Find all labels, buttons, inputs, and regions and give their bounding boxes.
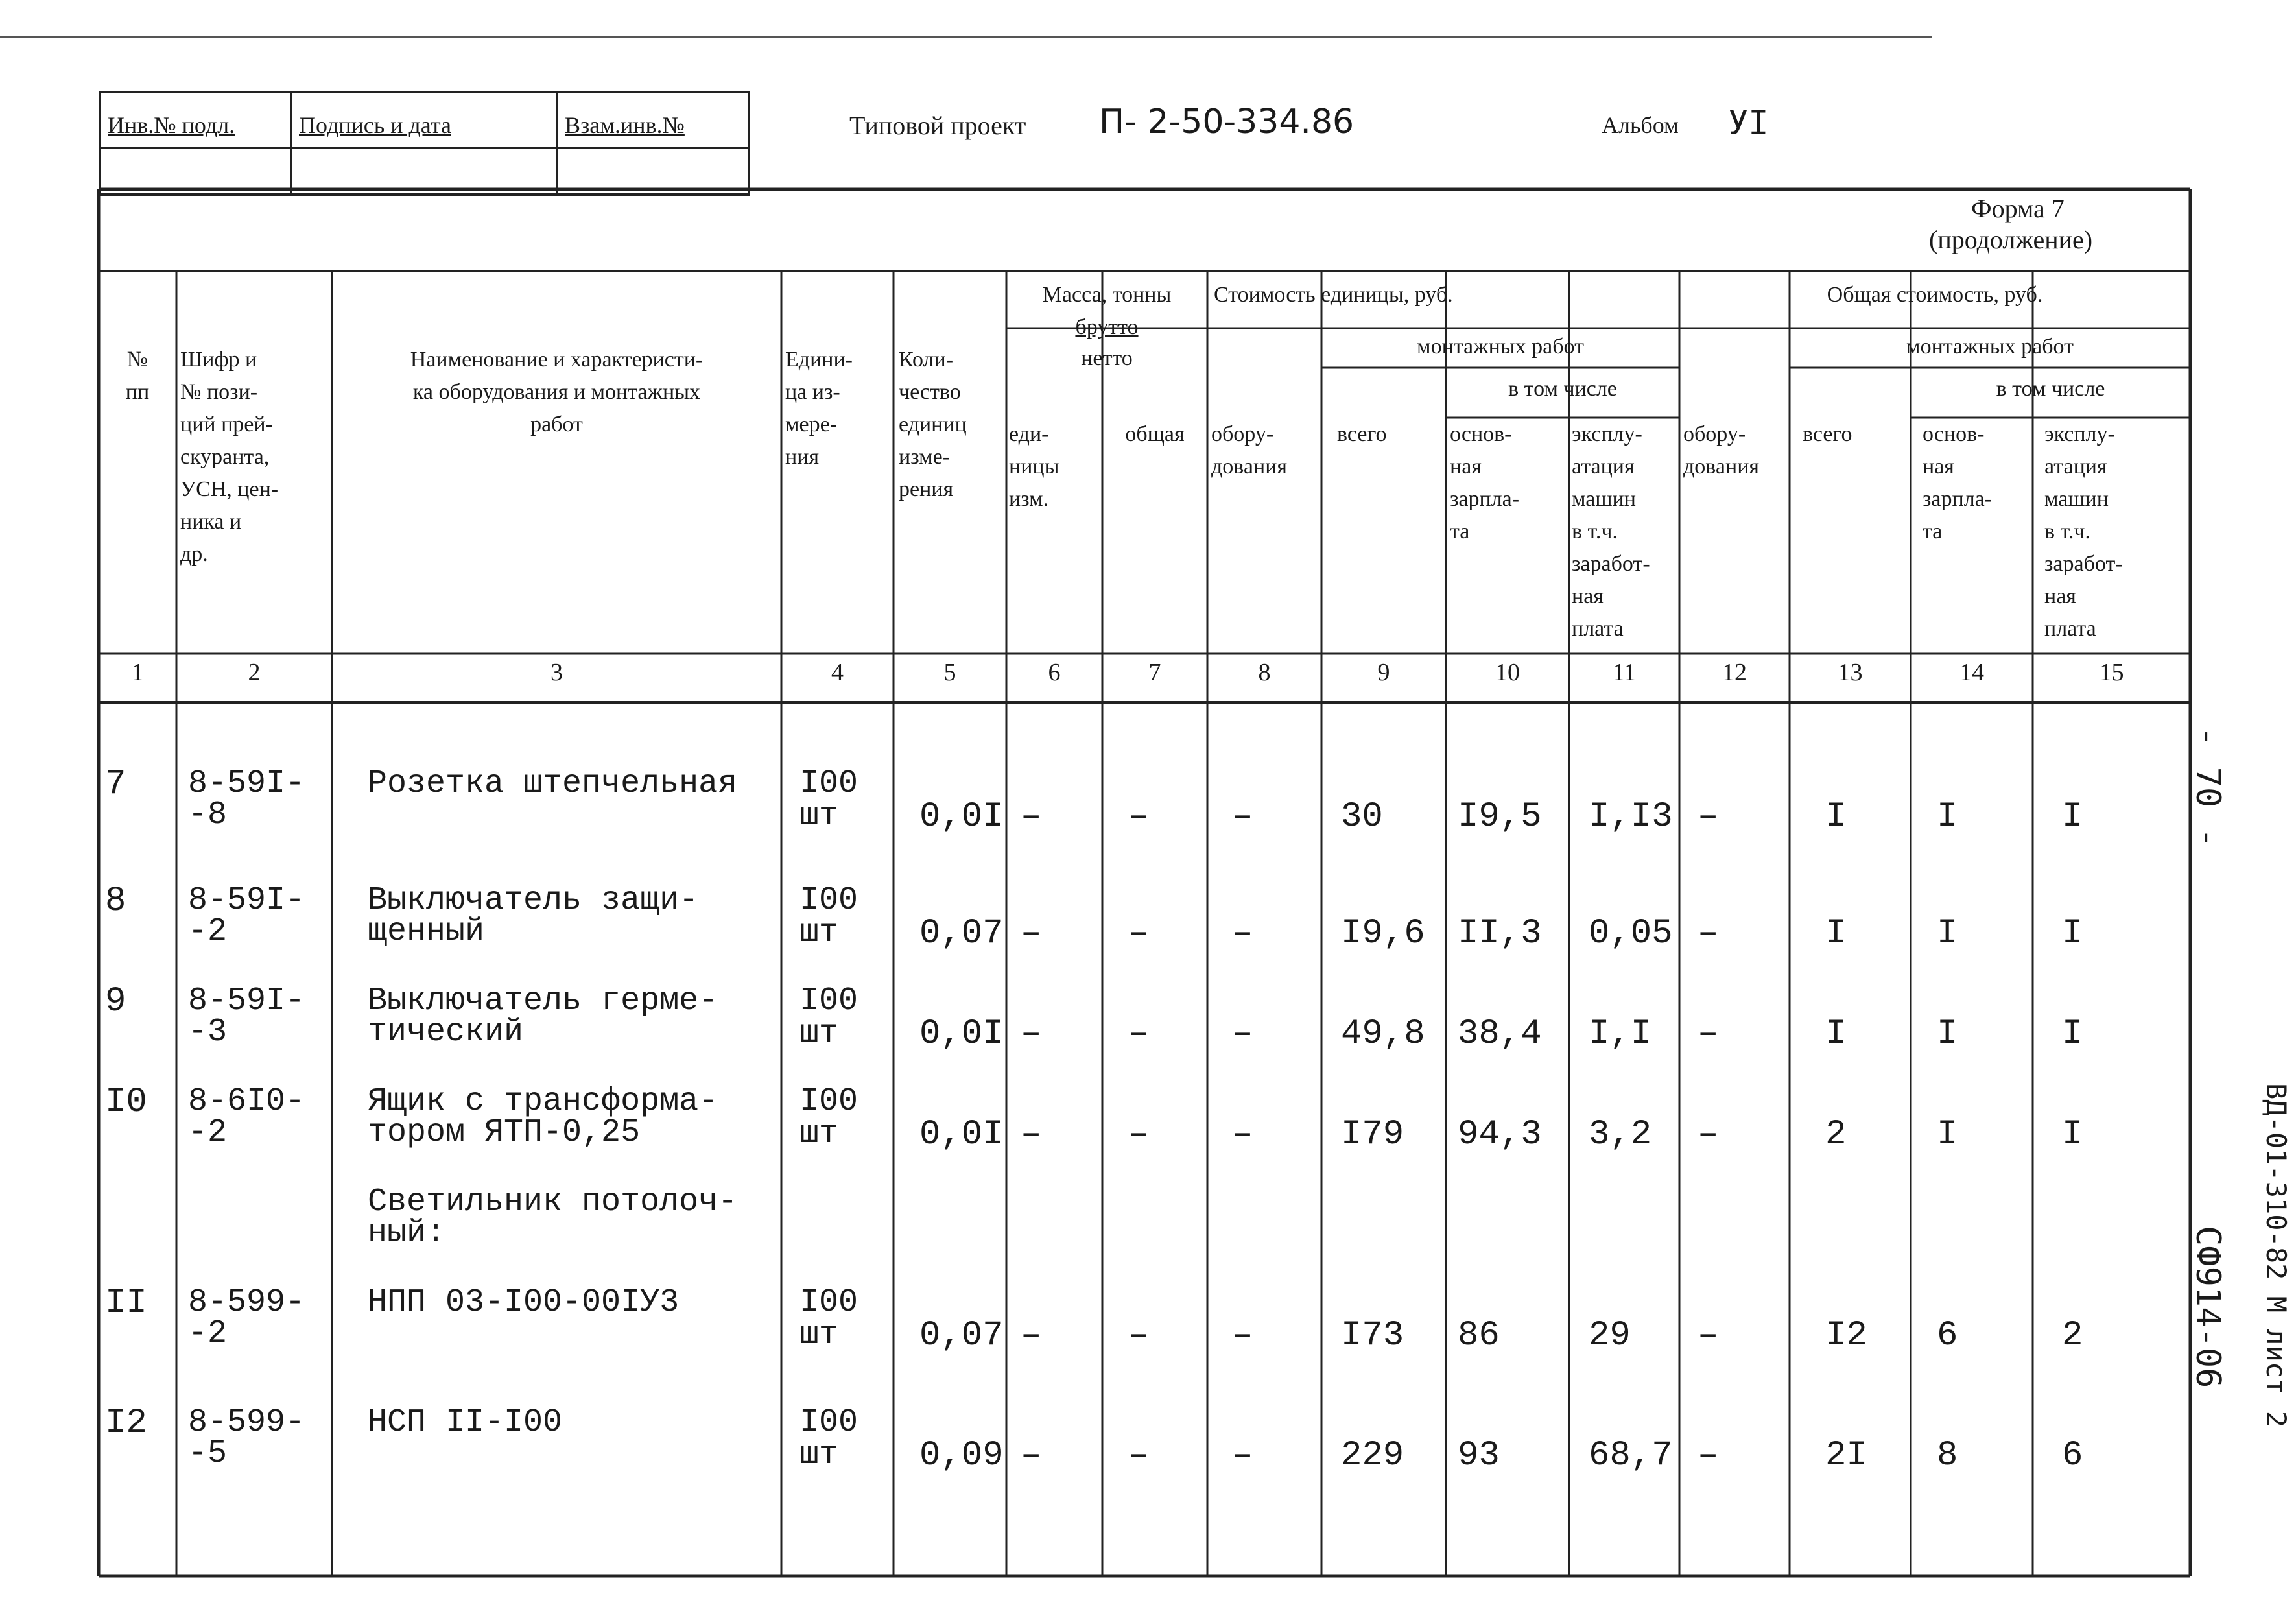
row-equipment-cost: – — [1232, 1316, 1253, 1355]
row-unit: I00 — [799, 1404, 858, 1441]
row-name: Светильник потолоч- — [368, 1184, 738, 1221]
col10-header-line: зарпла- — [1450, 487, 1520, 511]
row-unit: I00 — [799, 765, 858, 802]
col14-header-line: та — [1923, 519, 1943, 543]
col10-header-line: основ- — [1450, 422, 1512, 446]
row-equipment-cost: – — [1232, 914, 1253, 953]
col11-header-line: заработ- — [1572, 552, 1650, 576]
total-montazh-header: монтажных работ — [1906, 335, 2074, 359]
col4-header-line: ца из- — [785, 380, 840, 404]
column-number: 13 — [1838, 659, 1863, 686]
col5-header-line: Коли- — [899, 348, 954, 372]
album-label: Альбом — [1602, 112, 1679, 138]
col15-header-line: машин — [2044, 487, 2109, 511]
row-total-install: 2 — [1825, 1115, 1847, 1154]
col10-header-line: ная — [1450, 455, 1482, 479]
col2-header-line: № пози- — [180, 380, 258, 404]
row-total-install: 2I — [1825, 1436, 1867, 1475]
row-mass-total: – — [1128, 1014, 1150, 1054]
brutto-label: брутто — [1075, 315, 1139, 339]
col15-header-line: атация — [2044, 455, 2107, 479]
row-base-salary: 38,4 — [1458, 1014, 1542, 1054]
column-number: 12 — [1722, 659, 1747, 686]
row-mass-total: – — [1128, 797, 1150, 837]
row-machine-cost: 0,05 — [1589, 914, 1673, 953]
stamp-sign-label: Подпись и дата — [299, 112, 451, 138]
col11-header-line: машин — [1572, 487, 1636, 511]
col2-header-line: скуранта, — [180, 445, 270, 469]
row-install-total: I73 — [1341, 1316, 1404, 1355]
row-unit: шт — [799, 1115, 839, 1152]
row-unit: шт — [799, 1436, 839, 1473]
stamp-inv-label: Инв.№ подл. — [108, 112, 235, 138]
row-base-salary: 93 — [1458, 1436, 1500, 1475]
col14-header-line: основ- — [1923, 422, 1985, 446]
row-code: -5 — [188, 1435, 228, 1472]
column-number: 9 — [1377, 659, 1390, 686]
row-mass-unit: – — [1021, 914, 1042, 953]
row-install-total: 30 — [1341, 797, 1383, 837]
col15-header-line: эксплу- — [2044, 422, 2115, 446]
row-total-salary: 8 — [1937, 1436, 1958, 1475]
col4-header-line: Едини- — [785, 348, 853, 372]
album-number: УI — [1728, 104, 1769, 143]
row-base-salary: 86 — [1458, 1316, 1500, 1355]
unit-montazh-header: монтажных работ — [1417, 335, 1584, 359]
row-unit: I00 — [799, 882, 858, 919]
row-machine-cost: I,I — [1589, 1014, 1652, 1054]
row-machine-cost: 68,7 — [1589, 1436, 1673, 1475]
col5-header-line: единиц — [899, 412, 967, 436]
row-mass-total: – — [1128, 914, 1150, 953]
row-code: -2 — [188, 1315, 228, 1352]
row-name: Выключатель герме- — [368, 983, 718, 1019]
row-install-total: 49,8 — [1341, 1014, 1425, 1054]
col3-header-line: работ — [530, 412, 583, 436]
row-equipment-cost: – — [1232, 797, 1253, 837]
col2-header-line: др. — [180, 542, 208, 566]
project-label: Типовой проект — [849, 111, 1026, 140]
row-qty: 0,0I — [919, 1014, 1004, 1054]
form-title: Форма 7 — [1971, 194, 2065, 223]
column-number: 3 — [550, 659, 563, 686]
col11-header-line: атация — [1572, 455, 1635, 479]
unit-cost-header: Стоимость единицы, руб. — [1214, 283, 1453, 307]
mass-header: Масса, тонны — [1042, 283, 1172, 307]
col2-header-line: УСН, цен- — [180, 477, 279, 501]
row-mass-unit: – — [1021, 1014, 1042, 1054]
col1-header-line: № — [126, 348, 148, 372]
row-total-install: I — [1825, 914, 1847, 953]
row-equipment-cost: – — [1232, 1014, 1253, 1054]
column-number: 6 — [1048, 659, 1061, 686]
col3-header-line: Наименование и характеристи- — [410, 348, 704, 372]
row-machine-cost: 29 — [1589, 1316, 1631, 1355]
column-number: 10 — [1495, 659, 1520, 686]
row-code: 8-59I- — [188, 983, 305, 1019]
row-unit: шт — [799, 798, 839, 835]
col2-header-line: Шифр и — [180, 348, 257, 372]
col8-header-line: дования — [1211, 455, 1288, 479]
row-name: ный: — [368, 1215, 446, 1252]
row-unit: I00 — [799, 983, 858, 1019]
column-number: 7 — [1148, 659, 1161, 686]
row-mass-unit: – — [1021, 1436, 1042, 1475]
row-base-salary: 94,3 — [1458, 1115, 1542, 1154]
form-subtitle: (продолжение) — [1929, 225, 2093, 254]
sheet-code: СФ914-06 — [2188, 1226, 2227, 1388]
row-install-total: I79 — [1341, 1115, 1404, 1154]
row-unit: шт — [799, 1316, 839, 1353]
page-number: - 70 - — [2188, 726, 2227, 848]
edge-code: ВД-01-310-82 М лист 2 — [2260, 1083, 2292, 1428]
row-name: Розетка штепчельная — [368, 765, 738, 802]
row-qty: 0,0I — [919, 797, 1004, 837]
row-code: 8-599- — [188, 1284, 305, 1321]
project-code: П- 2-50-334.86 — [1099, 102, 1355, 141]
row-unit: I00 — [799, 1284, 858, 1321]
row-code: -2 — [188, 913, 228, 950]
row-total-machine: I — [2062, 797, 2083, 837]
row-qty: 0,07 — [919, 914, 1004, 953]
col7-header: общая — [1125, 422, 1185, 446]
row-equipment-cost: – — [1232, 1436, 1253, 1475]
col6-header-line: изм. — [1009, 487, 1049, 511]
row-name: Ящик с трансформа- — [368, 1083, 718, 1120]
row-name: Выключатель защи- — [368, 882, 699, 919]
netto-label: нетто — [1081, 346, 1133, 370]
row-qty: 0,07 — [919, 1316, 1004, 1355]
column-number: 2 — [248, 659, 261, 686]
col15-header-line: ная — [2044, 584, 2076, 608]
col14-header-line: ная — [1923, 455, 1954, 479]
row-code: 8-59I- — [188, 765, 305, 802]
col3-header-line: ка оборудования и монтажных — [412, 380, 701, 404]
row-total-equipment: – — [1698, 914, 1719, 953]
row-unit: шт — [799, 914, 839, 951]
col1-header-line: пп — [125, 380, 150, 404]
unit-incl-header: в том числе — [1508, 377, 1617, 401]
col2-header-line: ций прей- — [180, 412, 273, 436]
column-number: 8 — [1258, 659, 1271, 686]
row-install-total: 229 — [1341, 1436, 1404, 1475]
row-qty: 0,0I — [919, 1115, 1004, 1154]
row-equipment-cost: – — [1232, 1115, 1253, 1154]
col9-header: всего — [1337, 422, 1387, 446]
col15-header-line: заработ- — [2044, 552, 2123, 576]
row-total-salary: I — [1937, 797, 1958, 837]
col14-header-line: зарпла- — [1923, 487, 1993, 511]
row-mass-total: – — [1128, 1316, 1150, 1355]
col11-header-line: в т.ч. — [1572, 519, 1618, 543]
row-unit: шт — [799, 1015, 839, 1052]
col5-header-line: изме- — [899, 445, 951, 469]
col15-header-line: в т.ч. — [2044, 519, 2090, 543]
row-total-equipment: – — [1698, 1014, 1719, 1054]
row-total-install: I — [1825, 1014, 1847, 1054]
col2-header-line: ника и — [180, 510, 242, 534]
row-total-machine: I — [2062, 914, 2083, 953]
col12-header-line: дования — [1683, 455, 1760, 479]
row-total-salary: I — [1937, 1115, 1958, 1154]
row-base-salary: I9,5 — [1458, 797, 1542, 837]
row-code: -3 — [188, 1014, 228, 1051]
row-install-total: I9,6 — [1341, 914, 1425, 953]
row-mass-unit: – — [1021, 1115, 1042, 1154]
column-number: 14 — [1959, 659, 1984, 686]
row-mass-unit: – — [1021, 797, 1042, 837]
row-code: 8-59I- — [188, 882, 305, 919]
row-base-salary: II,3 — [1458, 914, 1542, 953]
row-total-salary: 6 — [1937, 1316, 1958, 1355]
row-name: НПП 03-I00-00IУ3 — [368, 1284, 680, 1321]
row-code: -8 — [188, 796, 228, 833]
row-number: 8 — [105, 881, 126, 921]
total-cost-header: Общая стоимость, руб. — [1827, 283, 2043, 307]
row-machine-cost: I,I3 — [1589, 797, 1673, 837]
row-name: щенный — [368, 913, 485, 950]
row-total-equipment: – — [1698, 1115, 1719, 1154]
row-code: -2 — [188, 1114, 228, 1151]
row-total-salary: I — [1937, 1014, 1958, 1054]
row-total-machine: 2 — [2062, 1316, 2083, 1355]
row-qty: 0,09 — [919, 1436, 1004, 1475]
row-number: 7 — [105, 765, 126, 804]
col5-header-line: чество — [899, 380, 961, 404]
row-total-install: I2 — [1825, 1316, 1867, 1355]
row-total-equipment: – — [1698, 797, 1719, 837]
row-code: 8-6I0- — [188, 1083, 305, 1120]
col4-header-line: мере- — [785, 412, 838, 436]
column-number: 4 — [831, 659, 844, 686]
row-total-machine: I — [2062, 1115, 2083, 1154]
row-unit: I00 — [799, 1083, 858, 1120]
row-total-equipment: – — [1698, 1436, 1719, 1475]
col13-header: всего — [1803, 422, 1852, 446]
col10-header-line: та — [1450, 519, 1470, 543]
col6-header-line: ницы — [1009, 455, 1059, 479]
row-total-salary: I — [1937, 914, 1958, 953]
row-number: I2 — [105, 1403, 147, 1443]
row-total-install: I — [1825, 797, 1847, 837]
row-number: 9 — [105, 982, 126, 1021]
column-number: 15 — [2099, 659, 2124, 686]
row-number: I0 — [105, 1082, 147, 1122]
column-number: 5 — [943, 659, 956, 686]
column-number: 1 — [131, 659, 144, 686]
row-code: 8-599- — [188, 1404, 305, 1441]
col15-header-line: плата — [2044, 617, 2096, 641]
row-machine-cost: 3,2 — [1589, 1115, 1652, 1154]
row-total-machine: I — [2062, 1014, 2083, 1054]
row-total-equipment: – — [1698, 1316, 1719, 1355]
col12-header-line: обору- — [1683, 422, 1746, 446]
row-number: II — [105, 1283, 147, 1323]
row-mass-total: – — [1128, 1436, 1150, 1475]
row-name: тором ЯТП-0,25 — [368, 1114, 641, 1151]
row-name: НСП II-I00 — [368, 1404, 563, 1441]
row-mass-total: – — [1128, 1115, 1150, 1154]
col11-header-line: ная — [1572, 584, 1604, 608]
row-name: тический — [368, 1014, 524, 1051]
column-number: 11 — [1612, 659, 1637, 686]
col6-header-line: еди- — [1009, 422, 1049, 446]
col4-header-line: ния — [785, 445, 820, 469]
total-incl-header: в том числе — [1996, 377, 2105, 401]
col11-header-line: эксплу- — [1572, 422, 1642, 446]
col11-header-line: плата — [1572, 617, 1624, 641]
row-mass-unit: – — [1021, 1316, 1042, 1355]
col8-header-line: обору- — [1211, 422, 1274, 446]
col5-header-line: рения — [899, 477, 954, 501]
stamp-vzam-label: Взам.инв.№ — [565, 112, 685, 138]
row-total-machine: 6 — [2062, 1436, 2083, 1475]
